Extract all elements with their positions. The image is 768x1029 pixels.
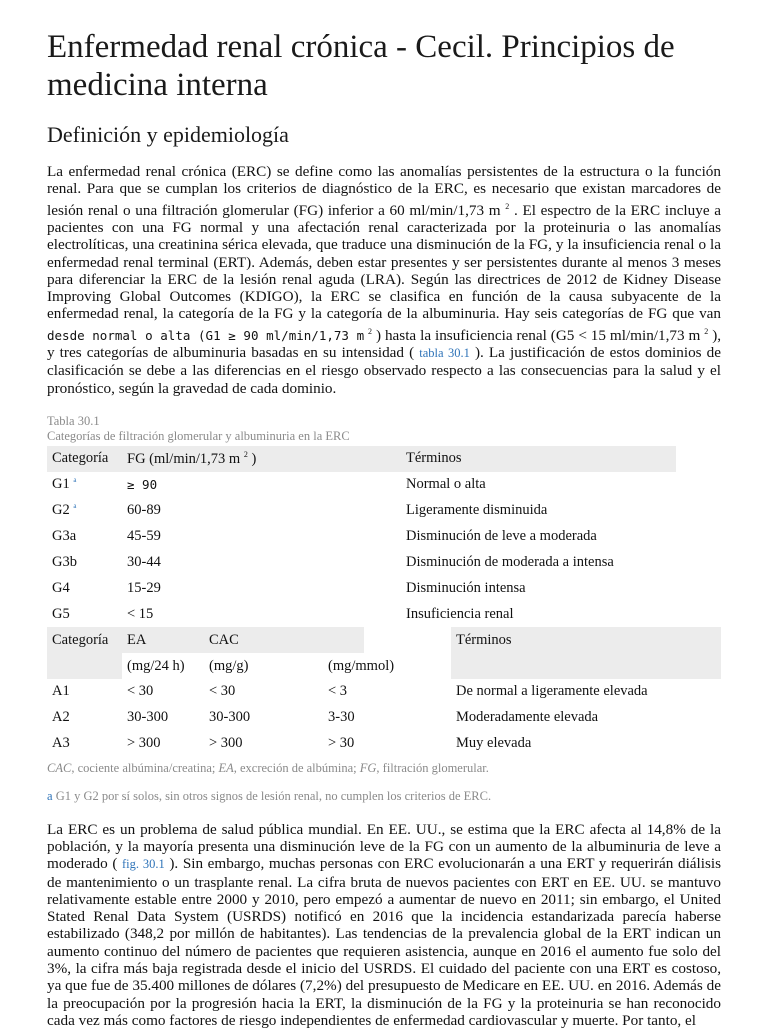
table-cell: 3-30 — [328, 709, 355, 726]
table-link[interactable]: tabla 30.1 — [419, 346, 470, 361]
table-cell: 30-44 — [127, 553, 161, 570]
table-header-row — [47, 627, 721, 653]
table-row — [47, 498, 721, 524]
table-cell: De normal a ligeramente elevada — [456, 683, 648, 700]
table-cell: < 30 — [209, 683, 236, 700]
abbr: CAC — [47, 760, 72, 775]
table-cell: Moderadamente elevada — [456, 709, 599, 726]
header-cell: Términos — [406, 446, 676, 472]
units-cell: (mg/g) — [209, 657, 249, 674]
text-run: La enfermedad renal crónica (ERC) se define como las anomalías persistentes de la estructura o la función renal. Para que se cumplan los criterios de diagnóstico de la ERC, es necesario que existan marcadores de lesión renal o una filtración glomerular (FG) inferior a 60 ml/min/1,73 m — [47, 163, 721, 219]
superscript: 2 — [505, 201, 510, 211]
table-cell: A3 — [52, 735, 70, 752]
header-cell: EA — [122, 627, 204, 653]
table-units-row — [47, 653, 721, 679]
table-cell: Disminución de leve a moderada — [406, 528, 597, 545]
abbr: FG — [359, 760, 377, 775]
abbr-text: , excreción de albúmina; — [233, 760, 360, 775]
table-row — [47, 679, 721, 705]
table-footnote-a — [47, 788, 721, 804]
table-cell: Muy elevada — [456, 735, 532, 752]
text-run: ). La justificación de estos dominios de clasificación se debe a las diferencias en el riesgo observado respecto a las consecuencias para la salud y el pronóstico, según la gravedad de cada dominio. — [47, 344, 722, 397]
table-cell: G5 — [52, 605, 70, 622]
paragraph-definition — [47, 163, 721, 397]
table-header-row — [47, 446, 721, 472]
paragraph-epidemiology — [47, 821, 721, 1029]
header-cell: Términos — [451, 627, 721, 653]
table-cell: ≥ 90 — [127, 477, 158, 493]
text-run-mono: desde normal o alta (G1 ≥ 90 ml/min/1,73 m — [47, 327, 365, 343]
table-row — [47, 472, 721, 498]
table-cell: 60-89 — [127, 502, 161, 519]
header-text: ) — [251, 450, 257, 467]
table-label: Tabla 30.1 — [47, 413, 100, 428]
text-run: ), y tres categorías de albuminuria basadas en su intensidad ( — [47, 326, 722, 362]
footnote-text: G1 y G2 por sí solos, sin otros signos de lesión renal, no cumplen los criterios de ERC. — [52, 788, 492, 803]
header-cell — [364, 627, 451, 653]
text-run: ). Sin embargo, muchas personas con ERC evolucionarán a una ERT y requerirán diálisis de mantenimiento o un trasplante renal. La cifra bruta de nuevos pacientes con ERT en EE. UU. se mantuvo relativamente estable entre 2000 y 2010, pero empezó a aumentar de nuevo en 2011; sin embargo, el United Stated Renal Data System (USRDS) notificó en 2016 que la incidencia estandarizada parecía haberse estabilizado (348,2 por millón de habitantes). Las tendencias de la prevalencia global de la ERT indican un aumento continuo del número de pacientes que requieren asistencia, aunque en 2016 el aumento fue solo del 3%, la cifra más baja registrada desde el inicio del USRDS. El cuidado del paciente con una ERT es costoso, ya que fue de 35.400 millones de dólares (7,2%) del presupuesto de Medicare en EE. UU. en 2016. Además de la preocupación por la progresión hacia la ERT, la disminución de la FG y la proteinuria se han reconocido cada vez más como factores de riesgo independientes de enfermedad cardiovascular y muerte. Por tanto, el — [47, 855, 722, 1029]
table-cell: Disminución de moderada a intensa — [406, 553, 614, 570]
header-cell — [122, 446, 451, 472]
abbr-text: , cociente albúmina/creatina; — [71, 760, 219, 775]
table-cell: 30-300 — [127, 709, 169, 726]
units-cell: (mg/24 h) — [127, 657, 185, 674]
cell-text: G1 — [52, 476, 70, 493]
page-title: Enfermedad renal crónica - Cecil. Principios de medicina interna — [47, 29, 675, 103]
table-cell: > 300 — [209, 735, 243, 752]
header-cell: CAC — [204, 627, 364, 653]
figure-link[interactable]: fig. 30.1 — [121, 857, 165, 872]
table-row — [47, 601, 721, 627]
table-cell: < 15 — [127, 605, 154, 622]
text-run: La ERC es un problema de salud pública mundial. En EE. UU., se estima que la ERC afecta al 14,8% de la población, y la mayoría presenta una disminución leve de la FG con un aumento de la albuminuria de leve a moderado ( — [47, 820, 721, 873]
units-cell: (mg/mmol) — [328, 657, 395, 674]
table-cell: G3b — [52, 553, 77, 570]
header-cell: Categoría — [47, 627, 122, 653]
table-cell: < 3 — [328, 683, 348, 700]
table-cell: A2 — [52, 709, 70, 726]
table-cell: Normal o alta — [406, 476, 486, 493]
footnote-mark[interactable]: a — [73, 502, 77, 511]
table-row — [47, 731, 721, 757]
table-cell: Insuficiencia renal — [406, 605, 514, 622]
table-row — [47, 705, 721, 731]
table-cell: Disminución intensa — [406, 579, 526, 596]
superscript: 2 — [243, 450, 248, 460]
footnote-mark: a — [47, 788, 53, 803]
abbr-text: , filtración glomerular. — [376, 760, 489, 775]
units-cell — [451, 653, 721, 679]
table-cell: 45-59 — [127, 528, 161, 545]
footnote-mark[interactable]: a — [73, 476, 77, 485]
text-run: ) hasta la insuficiencia renal (G5 < 15 ml/min/1,73 m — [375, 326, 701, 344]
table-cell: > 300 — [127, 735, 161, 752]
table-cell: G4 — [52, 579, 70, 596]
table-cell: A1 — [52, 683, 70, 700]
table-caption: Categorías de filtración glomerular y albuminuria en la ERC — [47, 428, 350, 443]
table-cell: Ligeramente disminuida — [406, 502, 548, 519]
section-heading: Definición y epidemiología — [47, 122, 289, 147]
table-cell: 15-29 — [127, 579, 161, 596]
table-cell: G3a — [52, 528, 77, 545]
gfr-albuminuria-table — [47, 446, 721, 757]
text-run: . El espectro de la ERC incluye a pacientes con una FG normal y una afectación renal caracterizada por la proteinuria o las anomalías electrolíticas, una creatinina sérica elevada, que traduce una disminución de la FG, y la insuficiencia renal o la enfermedad renal terminal (ERT). Además, deben estar presentes y ser persistentes durante al menos 3 meses para diferenciar la ERC de la lesión renal aguda (LRA). Según las directrices de 2012 de Kidney Disease Improving Global Outcomes (KDIGO), la ERC se clasifica en función de la causa subyacente de la enfermedad renal, la categoría de la FG y la categoría de la albuminuria. Hay seis categorías de FG que van — [47, 201, 722, 323]
cell-text: G2 — [52, 502, 70, 519]
table-row — [47, 575, 721, 601]
abbr: EA — [218, 760, 234, 775]
header-cell: Categoría — [47, 446, 122, 472]
table-footnote — [47, 760, 721, 776]
table-cell: < 30 — [127, 683, 154, 700]
superscript: 2 — [368, 326, 373, 336]
superscript: 2 — [704, 326, 709, 336]
header-text: FG (ml/min/1,73 m — [127, 450, 241, 467]
table-row — [47, 550, 721, 576]
table-cell: 30-300 — [209, 709, 251, 726]
table-cell — [47, 498, 122, 524]
units-cell — [47, 653, 122, 679]
table-cell — [47, 472, 122, 498]
table-row — [47, 524, 721, 550]
table-cell: > 30 — [328, 735, 355, 752]
